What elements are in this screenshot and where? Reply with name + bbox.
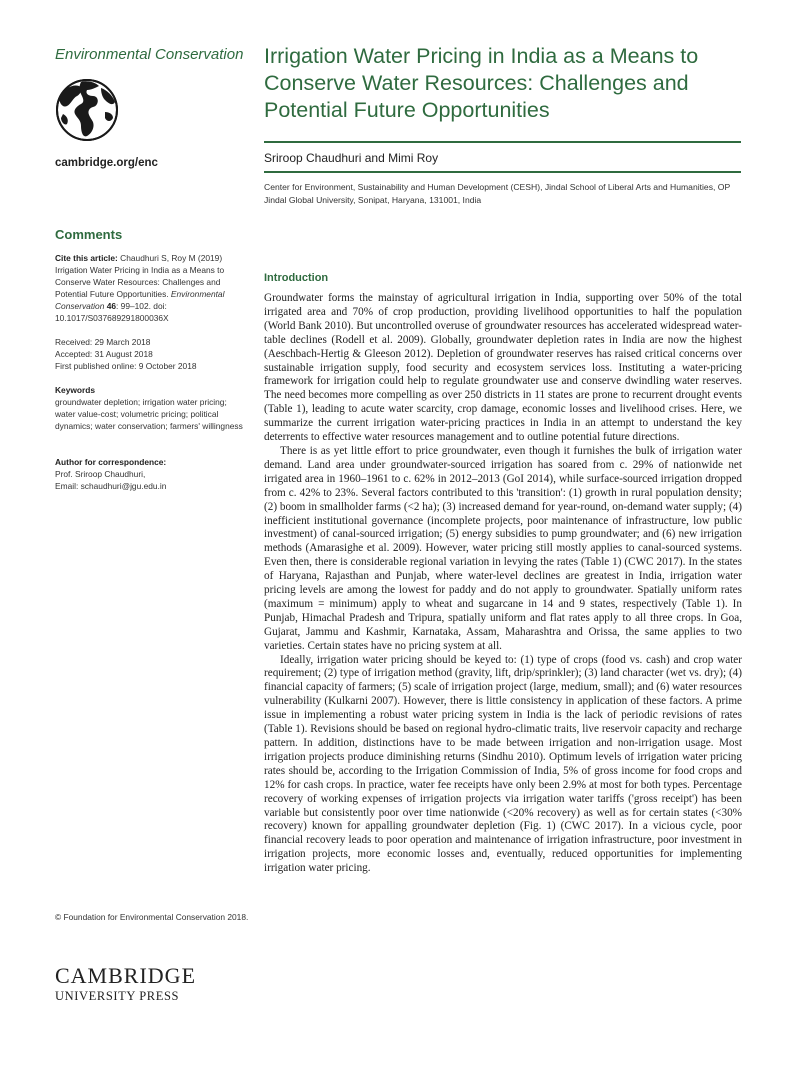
received-date: Received: 29 March 2018 (55, 337, 151, 347)
affiliation: Center for Environment, Sustainability and Human Development (CESH), Jindal School of Liberal Arts and Humanities, OP Jindal Global University, Sonipat, Haryana, 131001, India (264, 182, 731, 205)
publisher-logo (55, 965, 196, 1004)
cite-label: Cite this article: (55, 253, 118, 263)
globe-icon (55, 78, 119, 142)
correspondence-email[interactable]: Email: schaudhuri@jgu.edu.in (55, 481, 167, 491)
publisher-subtitle: UNIVERSITY PRESS (55, 989, 180, 1003)
article-title: Irrigation Water Pricing in India as a Means to Conserve Water Resources: Challenges and Potential Future Opportunities (264, 44, 699, 122)
correspondence-name: Prof. Sriroop Chaudhuri, (55, 469, 146, 479)
paragraph: There is as yet little effort to price groundwater, even though it furnishes the bulk of irrigation water demand. Land area under groundwater-sourced irrigation has soared from c. 29% of nationwide net irrigated area in 1960–1961 to c. 62% in 2012–2013 (GoI 2014), while surface-sourced irrigation dropped from c. 42% to 23%. Several factors contributed to this 'transition': (1) growth in rural population density; (2) boom in smallholder farms (<2 ha); (3) increased demand for year-round, on-demand water supply; (4) inefficient institutional governance (incomplete projects, poor maintenance of infrastructure, low public investment) of canal-sourced irrigation; (5) energy subsidies to pump groundwater; and (6) new irrigation methods (Amarasighe et al. 2009). However, water pricing still mostly applies to canal-sourced systems. Even then, there is considerable regional variation in levying the rates (Table 1) (CWC 2017). In the states of Haryana, Rajasthan and Punjab, where water-level declines are greatest in India, irrigation water pricing levels are among the lowest for paddy and do not apply to groundwater. Spatially uniform rates (maximum = minimum) apply to wheat and sugarcane in 14 and 9 states, respectively (Table 1). In Punjab, Himachal Pradesh and Tripura, spatially uniform and flat rates apply to all three crops. In Goa, Gujarat, Jammu and Kashmir, Karnataka, Assam, Maharashtra and Orissa, the same applies to two varieties. Certain states have no pricing system at all. (264, 444, 742, 652)
journal-name: Environmental Conservation (55, 46, 244, 63)
authors: Sriroop Chaudhuri and Mimi Roy (264, 151, 439, 165)
first-published-date: First published online: 9 October 2018 (55, 361, 197, 371)
keywords-label: Keywords (55, 385, 96, 395)
journal-url[interactable]: cambridge.org/enc (55, 157, 158, 169)
dates-block (55, 336, 247, 372)
keywords-block (55, 384, 247, 432)
paragraph: Groundwater forms the mainstay of agricultural irrigation in India, supporting over 50% of the total irrigated area and 70% of crop production, providing livelihood opportunities to half the population (World Bank 2010). But uncontrolled overuse of groundwater resources has accelerated widespread water-table declines (Rodell et al. 2009). Globally, groundwater depletion rates in India are now the highest (Aeschbach-Hertig & Gleeson 2012). Depletion of groundwater reserves has raised critical concerns over sustainable irrigation supply, food security and ecosystem services loss. Instituting a water-pricing framework for irrigation could help to regulate groundwater use and conserve dwindling water reserves. The need becomes more compelling as over 250 districts in 11 states are prone to recurrent drought events (Table 1), leading to acute water scarcity, crop damage, economic losses and livelihood crises. Here, we summarize the current irrigation water-pricing practices in India in an attempt to understand the key deterrents to effective water resources management and to outline potential future directions. (264, 292, 742, 444)
authors-rule (264, 171, 741, 173)
publisher-name: CAMBRIDGE (55, 963, 197, 988)
cite-pages: : 99–102. (116, 301, 151, 311)
correspondence-label: Author for correspondence: (55, 457, 167, 467)
keywords-list: groundwater depletion; irrigation water pricing; water value-cost; volumetric pricing; political dynamics; water conservation; farmers' willingness (55, 397, 243, 431)
citation-block (55, 252, 247, 324)
paragraph: Ideally, irrigation water pricing should be keyed to: (1) type of crops (food vs. cash) and crop water requirement; (2) type of irrigation method (gravity, lift, drip/sprinkler); (3) land character (wet vs. dry); (4) financial capacity of farmers; (5) scale of irrigation project (large, medium, small); and (6) water resources vulnerability (Kulkarni 2007). However, there is little consistency in application of these factors. A prime issue in implementing a robust water pricing system in India is the lack of periodic revisions of rates (Table 1). Revisions should be based on regional hydro-climatic traits, live reservoir capacity and recharge pattern. In addition, distinctions have to be made between irrigation and non-irrigation usage. Most irrigation projects produce diminishing returns (Sindhu 2010). Optimum levels of irrigation water pricing rates should be, according to the Irrigation Commission of India, 5% of gross income for food crops and 12% for cash crops. In practice, water fee receipts have only been 2.9% at most for both types. Percentage recovery of working expenses of irrigation projects via irrigation water tariffs ('gross receipt') has been variable but consistently poor over time nationwide (<20% recovery) as well as for certain states (<30% recovery) known for appalling groundwater depletion (Fig. 1) (CWC 2017). In a vicious cycle, poor financial recovery leads to poor operation and maintenance of irrigation infrastructure, poor investment in irrigation projects, more economic losses and, eventually, reduced opportunities for implementing irrigation water pricing. (264, 653, 742, 875)
cite-journal: Environmental Conservation (55, 289, 225, 311)
correspondence-block (55, 456, 247, 492)
body-text (264, 292, 742, 876)
cite-main: Chaudhuri S, Roy M (2019) Irrigation Water Pricing in India as a Means to Conserve Water Resources: Challenges and Potential Future Opportunities. (55, 253, 225, 299)
section-label: Comments (55, 227, 123, 242)
cite-doi[interactable]: doi: 10.1017/S037689291800036X (55, 301, 169, 323)
title-rule (264, 141, 741, 143)
cite-volume: 46 (106, 301, 117, 311)
copyright-notice: © Foundation for Environmental Conservation 2018. (55, 912, 249, 922)
section-heading: Introduction (264, 272, 329, 284)
accepted-date: Accepted: 31 August 2018 (55, 349, 153, 359)
